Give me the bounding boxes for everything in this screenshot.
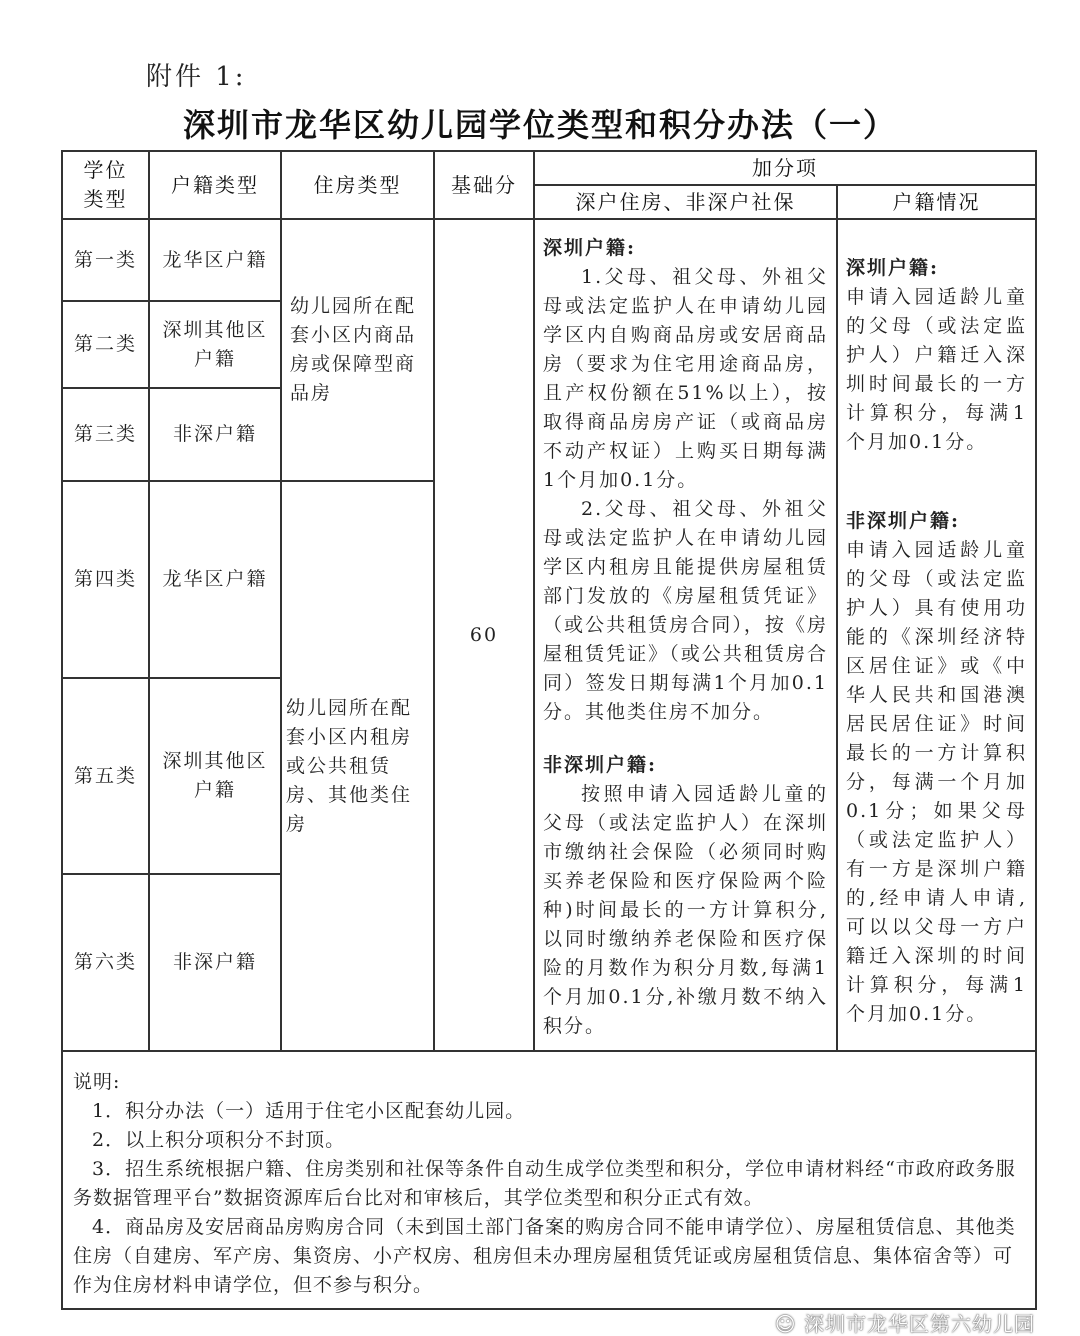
row-category: 第三类 bbox=[62, 388, 149, 481]
row-hukou: 深圳其他区户籍 bbox=[149, 678, 281, 874]
note-item: 2．以上积分项积分不封顶。 bbox=[92, 1129, 346, 1151]
sz-title: 深圳户籍: bbox=[846, 257, 940, 279]
sz-title: 深圳户籍: bbox=[543, 237, 637, 259]
housing-type-rental: 幼儿园所在配套小区内租房或公共租赁房、其他类住房 bbox=[281, 481, 434, 1051]
sz-p2: 2.父母、祖父母、外祖父母或法定监护人在申请幼儿园学区内租房且能提供房屋租赁部门发放的《房屋租赁凭证》（或公共租赁房合同），按《房屋租赁凭证》（或公共租赁房合同）签发日期每满1个月加0.1分。其他类住房不加分。 bbox=[543, 498, 828, 723]
header-bonus-hukou: 户籍情况 bbox=[837, 185, 1036, 219]
row-category: 第四类 bbox=[62, 481, 149, 678]
nonsz-title: 非深圳户籍: bbox=[846, 510, 961, 532]
nonsz-p: 按照申请入园适龄儿童的父母（或法定监护人）在深圳市缴纳社会保险（必须同时购买养老保险和医疗保险两个险种)时间最长的一方计算积分,以同时缴纳养老保险和医疗保险的月数作为积分月数,每满1个月加0.1分,补缴月数不纳入积分。 bbox=[543, 783, 828, 1037]
row-category: 第一类 bbox=[62, 219, 149, 301]
document-title: 深圳市龙华区幼儿园学位类型和积分办法（一） bbox=[182, 106, 897, 144]
row-hukou: 非深户籍 bbox=[149, 388, 281, 481]
note-item: 3．招生系统根据户籍、住房类别和社保等条件自动生成学位类型和积分，学位申请材料经“市政府政务服务数据管理平台”数据资源库后台比对和审核后，其学位类型和积分正式有效。 bbox=[73, 1158, 1016, 1209]
points-table bbox=[61, 150, 1037, 1310]
watermark bbox=[61, 1312, 1035, 1336]
header-bonus: 加分项 bbox=[534, 151, 1036, 185]
nonsz-title: 非深圳户籍: bbox=[543, 754, 658, 776]
row-hukou: 龙华区户籍 bbox=[149, 219, 281, 301]
row-category: 第六类 bbox=[62, 874, 149, 1051]
notes-title: 说明: bbox=[73, 1071, 121, 1093]
document-body bbox=[61, 150, 1035, 1336]
attachment-label: 附件 1: bbox=[146, 62, 247, 92]
row-category: 第五类 bbox=[62, 678, 149, 874]
row-hukou: 深圳其他区户籍 bbox=[149, 301, 281, 388]
wechat-icon: ☺ bbox=[774, 1312, 804, 1336]
header-housing: 住房类型 bbox=[281, 151, 434, 219]
header-hukou: 户籍类型 bbox=[149, 151, 281, 219]
header-bonus-housing: 深户住房、非深户社保 bbox=[534, 185, 837, 219]
row-hukou: 龙华区户籍 bbox=[149, 481, 281, 678]
watermark-text: 深圳市龙华区第六幼儿园 bbox=[804, 1312, 1035, 1336]
notes bbox=[62, 1051, 1036, 1309]
note-item: 1．积分办法（一）适用于住宅小区配套幼儿园。 bbox=[92, 1100, 526, 1122]
bonus-hukou-cell bbox=[837, 219, 1036, 1051]
sz-p1: 1.父母、祖父母、外祖父母或法定监护人在申请幼儿园学区内自购商品房或安居商品房（要求为住宅用途商品房，且产权份额在51%以上），按取得商品房房产证（或商品房不动产权证）上购买日期每满1个月加0.1分。 bbox=[543, 266, 828, 491]
nonsz-p: 申请入园适龄儿童的父母（或法定监护人）具有使用功能的《深圳经济特区居住证》或《中华人民共和国港澳居民居住证》时间最长的一方计算积分，每满一个月加0.1分；如果父母（或法定监护人）有一方是深圳户籍的,经申请人申请,可以以父母一方户籍迁入深圳的时间计算积分，每满1个月加0.1分。 bbox=[846, 539, 1027, 1025]
note-item: 4．商品房及安居商品房购房合同（未到国土部门备案的购房合同不能申请学位）、房屋租赁信息、其他类住房（自建房、军产房、集资房、小产权房、租房但未办理房屋租赁凭证或房屋租赁信息、集体宿舍等）可作为住房材料申请学位，但不参与积分。 bbox=[73, 1216, 1016, 1296]
sz-p: 申请入园适龄儿童的父母（或法定监护人）户籍迁入深圳时间最长的一方计算积分，每满1个月加0.1分。 bbox=[846, 286, 1027, 453]
bonus-housing-cell bbox=[534, 219, 837, 1051]
row-category: 第二类 bbox=[62, 301, 149, 388]
housing-type-purchase: 幼儿园所在配套小区内商品房或保障型商品房 bbox=[281, 219, 434, 481]
base-score: 60 bbox=[434, 219, 534, 1051]
header-category: 学位类型 bbox=[62, 151, 149, 219]
header-base: 基础分 bbox=[434, 151, 534, 219]
row-hukou: 非深户籍 bbox=[149, 874, 281, 1051]
